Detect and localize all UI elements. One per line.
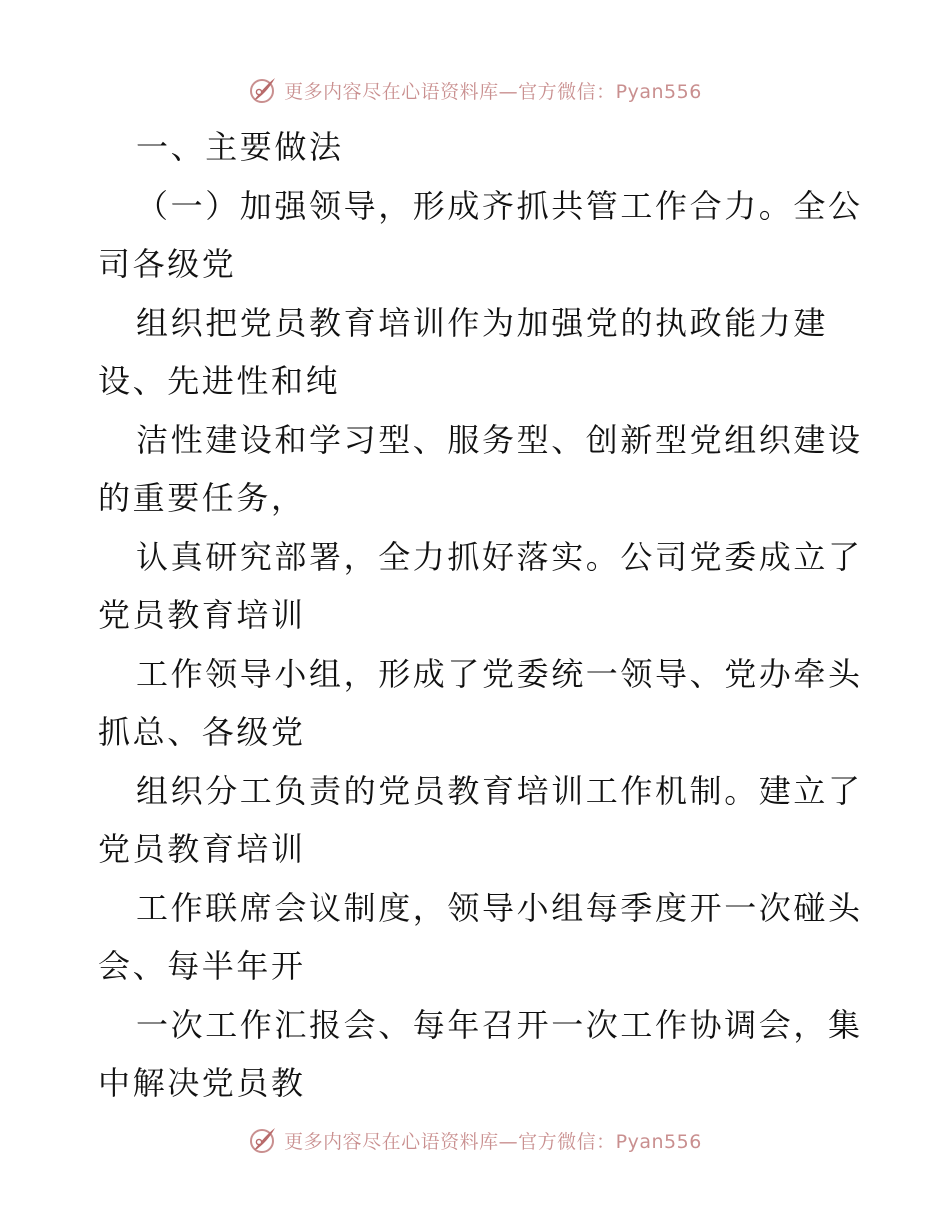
text-line: 一次工作汇报会、每年召开一次工作协调会，集 [136,1005,863,1044]
header-watermark [0,70,950,110]
quill-logo-icon [248,75,278,105]
text-line: 党员教育培训 [98,830,306,868]
text-line: 工作联席会议制度，领导小组每季度开一次碰头 [136,888,863,927]
text-line: 设、先进性和纯 [98,362,341,400]
text-line: 司各级党 [98,245,237,283]
text-line: 认真研究部署，全力抓好落实。公司党委成立了 [136,537,863,576]
quill-logo-icon [248,1125,278,1155]
watermark-text: 更多内容尽在心语资料库—官方微信：Pyan556 [284,1130,702,1153]
footer-watermark [0,1120,950,1160]
text-line: 组织分工负责的党员教育培训工作机制。建立了 [136,771,863,810]
text-line: 抓总、各级党 [98,713,306,751]
text-line: 洁性建设和学习型、服务型、创新型党组织建设 [136,420,863,459]
text-line: （一）加强领导，形成齐抓共管工作合力。全公 [136,186,863,225]
text-line: 的重要任务， [98,479,306,517]
text-line: 工作领导小组，形成了党委统一领导、党办牵头 [136,654,863,693]
text-line: 组织把党员教育培训作为加强党的执政能力建 [136,303,829,342]
text-line: 党员教育培训 [98,596,306,634]
watermark-text: 更多内容尽在心语资料库—官方微信：Pyan556 [284,80,702,103]
text-line: 中解决党员教 [98,1064,306,1102]
section-heading: 一、主要做法 [136,128,344,166]
text-line: 会、每半年开 [98,947,306,985]
document-body [98,118,868,1113]
